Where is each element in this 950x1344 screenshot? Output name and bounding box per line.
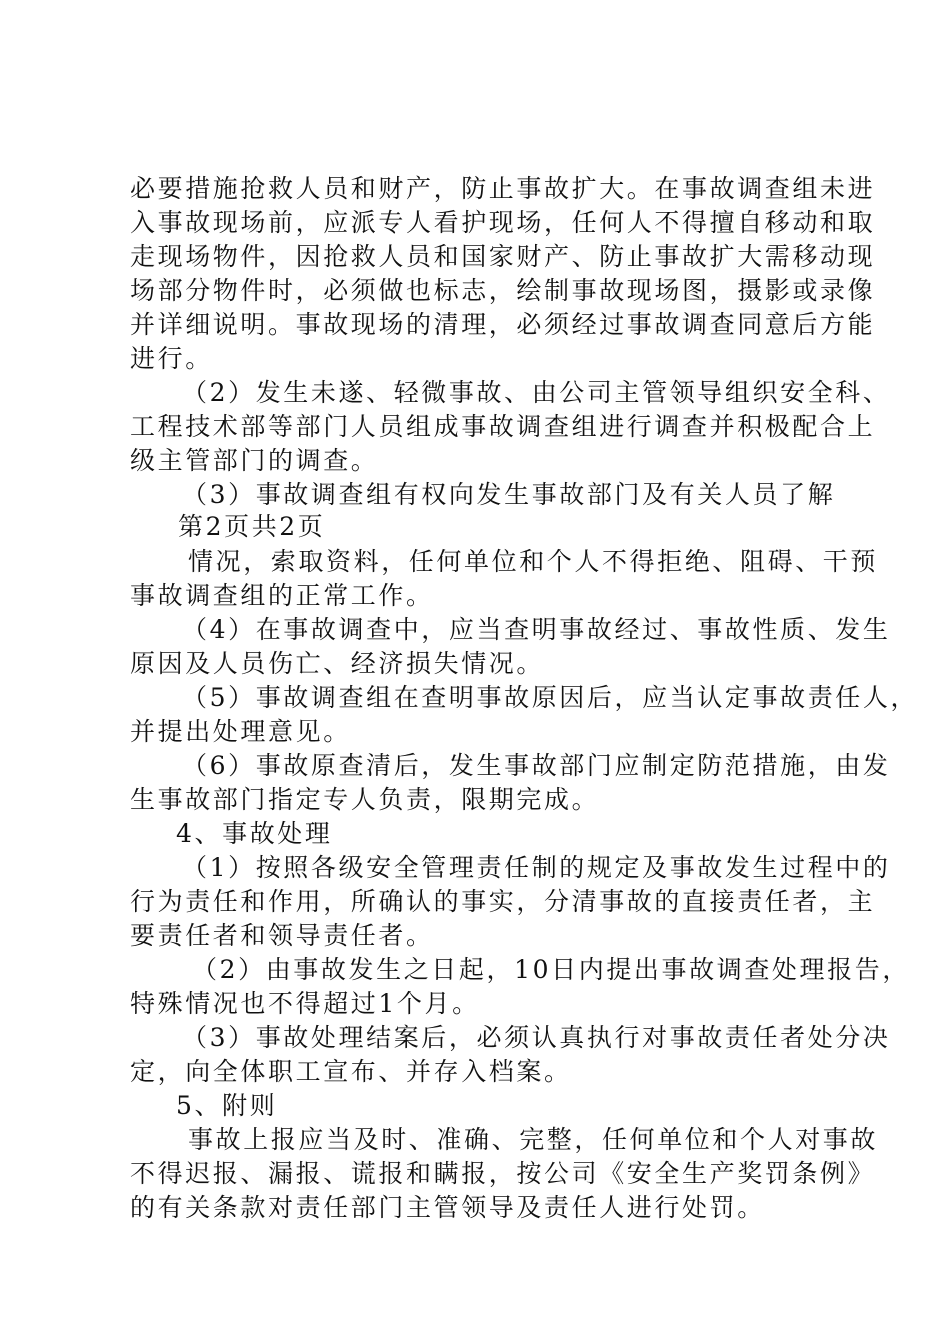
text-line: 原因及人员伤亡、经济损失情况。 xyxy=(130,649,545,678)
page-footer: 第2页共2页 xyxy=(178,512,326,541)
paragraph-2-start: （2）发生未遂、轻微事故、由公司主管领导组织安全科、 xyxy=(182,378,891,407)
text-line: 定，向全体职工宣布、并存入档案。 xyxy=(130,1057,572,1086)
text-line: 事故调查组的正常工作。 xyxy=(130,581,434,610)
text-line: 入事故现场前，应派专人看护现场，任何人不得擅自移动和取 xyxy=(130,208,876,237)
text-line: 并提出处理意见。 xyxy=(130,717,351,746)
paragraph-start: 事故上报应当及时、准确、完整，任何单位和个人对事故 xyxy=(188,1125,879,1154)
paragraph-start: （3）事故处理结案后，必须认真执行对事故责任者处分决 xyxy=(182,1023,891,1052)
text-line: 行为责任和作用，所确认的事实，分清事故的直接责任者，主 xyxy=(130,887,876,916)
text-line: 走现场物件，因抢救人员和国家财产、防止事故扩大需移动现 xyxy=(130,242,876,271)
text-line: 不得迟报、漏报、谎报和瞒报，按公司《安全生产奖罚条例》 xyxy=(130,1159,876,1188)
paragraph-3-start: （3）事故调查组有权向发生事故部门及有关人员了解 xyxy=(182,480,836,509)
paragraph-start: （2）由事故发生之日起，10日内提出事故调查处理报告， xyxy=(192,955,910,984)
text-line: 情况，索取资料，任何单位和个人不得拒绝、阻碍、干预 xyxy=(188,547,879,576)
text-line: 工程技术部等部门人员组成事故调查组进行调查并积极配合上 xyxy=(130,412,876,441)
section-heading: 5、附则 xyxy=(176,1091,278,1120)
text-line: 场部分物件时，必须做也标志，绘制事故现场图，摄影或录像 xyxy=(130,276,876,305)
paragraph-6-start: （6）事故原查清后，发生事故部门应制定防范措施，由发 xyxy=(182,751,891,780)
text-line: 特殊情况也不得超过1个月。 xyxy=(130,989,480,1018)
text-line: 生事故部门指定专人负责，限期完成。 xyxy=(130,785,600,814)
section-heading: 4、事故处理 xyxy=(176,819,333,848)
text-line: 级主管部门的调查。 xyxy=(130,446,379,475)
text-line: 要责任者和领导责任者。 xyxy=(130,921,434,950)
text-line: 必要措施抢救人员和财产，防止事故扩大。在事故调查组未进 xyxy=(130,174,876,203)
paragraph-start: （1）按照各级安全管理责任制的规定及事故发生过程中的 xyxy=(182,853,891,882)
paragraph-5-start: （5）事故调查组在查明事故原因后，应当认定事故责任人， xyxy=(182,683,919,712)
text-line: 的有关条款对责任部门主管领导及责任人进行处罚。 xyxy=(130,1193,765,1222)
text-line: 并详细说明。事故现场的清理，必须经过事故调查同意后方能 xyxy=(130,310,876,339)
text-line: 进行。 xyxy=(130,344,213,373)
paragraph-4-start: （4）在事故调查中，应当查明事故经过、事故性质、发生 xyxy=(182,615,891,644)
